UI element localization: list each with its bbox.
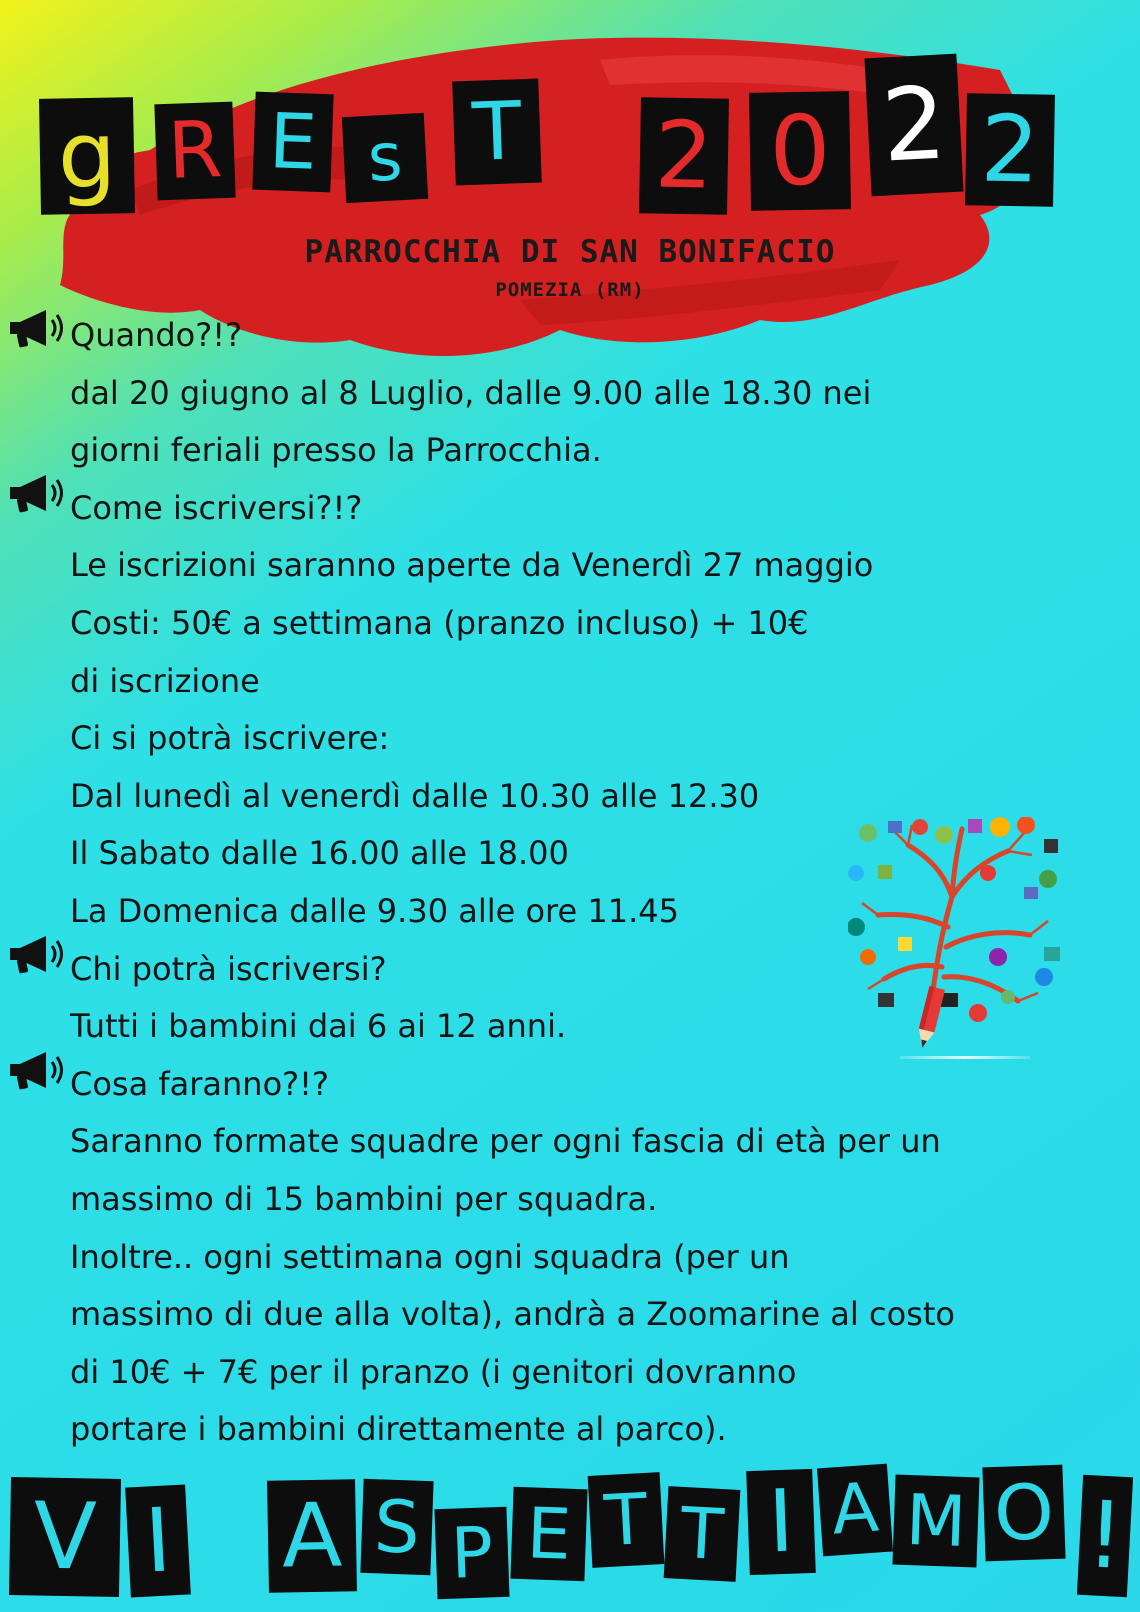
text-line: Il Sabato dalle 16.00 alle 18.00 <box>70 834 569 873</box>
text-line: Le iscrizioni saranno aperte da Venerdì 27 maggio <box>70 546 874 585</box>
text-line: Inoltre.. ogni settimana ogni squadra (per un <box>70 1237 790 1276</box>
section-heading: Quando?!? <box>70 316 243 354</box>
footer-letter: A <box>267 1479 357 1593</box>
title-letter: 2 <box>639 97 729 215</box>
title-letter: R <box>154 102 235 201</box>
megaphone-icon <box>6 471 68 515</box>
megaphone-icon <box>6 932 68 976</box>
text-line: Dal lunedì al venerdì dalle 10.30 alle 12.30 <box>70 776 760 815</box>
text-line: La Domenica dalle 9.30 alle ore 11.45 <box>70 891 679 930</box>
title-letter: 2 <box>965 93 1055 207</box>
footer-letter: T <box>588 1472 665 1568</box>
pencil-tree-illustration <box>848 817 1070 1057</box>
footer-letter: O <box>982 1465 1065 1562</box>
text-line: massimo di due alla volta), andrà a Zoomarine al costo <box>70 1295 955 1334</box>
title-letter: 0 <box>749 91 851 211</box>
section-when <box>70 307 1130 480</box>
footer-letter: V <box>9 1477 121 1597</box>
footer-letter: M <box>892 1475 979 1568</box>
parish-name: PARROCCHIA DI SAN BONIFACIO <box>304 234 836 270</box>
text-line: giorni feriali presso la Parrocchia. <box>70 431 602 470</box>
text-line: Costi: 50€ a settimana (pranzo incluso) + 10€ <box>70 603 809 642</box>
text-line: dal 20 giugno al 8 Luglio, dalle 9.00 alle 18.30 nei <box>70 373 872 412</box>
section-heading: Cosa faranno?!? <box>70 1064 329 1103</box>
title-letter: T <box>452 79 542 186</box>
footer-letter: P <box>434 1507 509 1599</box>
megaphone-icon <box>6 1048 68 1092</box>
section-heading: Chi potrà iscriversi? <box>70 949 387 988</box>
text-line: portare i bambini direttamente al parco). <box>70 1410 727 1449</box>
title-letter: 2 <box>864 54 963 197</box>
divider-line <box>900 1056 1030 1059</box>
footer-letter: I <box>746 1469 816 1575</box>
parish-location: POMEZIA (RM) <box>495 279 645 301</box>
title-letter: s <box>342 113 428 203</box>
section-heading: Come iscriversi?!? <box>70 488 363 527</box>
text-line: di 10€ + 7€ per il pranzo (i genitori dovranno <box>70 1352 797 1391</box>
text-line: Tutti i bambini dai 6 ai 12 anni. <box>70 1007 567 1046</box>
text-line: Ci si potrà iscrivere: <box>70 719 390 758</box>
text-line: massimo di 15 bambini per squadra. <box>70 1179 658 1218</box>
text-line: Saranno formate squadre per ogni fascia di età per un <box>70 1122 941 1161</box>
footer-letter: ! <box>1077 1475 1133 1597</box>
title-letter: E <box>252 92 333 193</box>
title-letter: g <box>39 97 135 215</box>
text-line: di iscrizione <box>70 661 260 700</box>
footer-letter: I <box>125 1485 191 1598</box>
footer-letter: A <box>817 1464 893 1557</box>
footer-letter: T <box>664 1486 741 1582</box>
footer-letter: S <box>360 1479 433 1575</box>
megaphone-icon <box>6 306 68 350</box>
section-what <box>70 1056 1130 1459</box>
footer-letter: E <box>510 1487 587 1582</box>
